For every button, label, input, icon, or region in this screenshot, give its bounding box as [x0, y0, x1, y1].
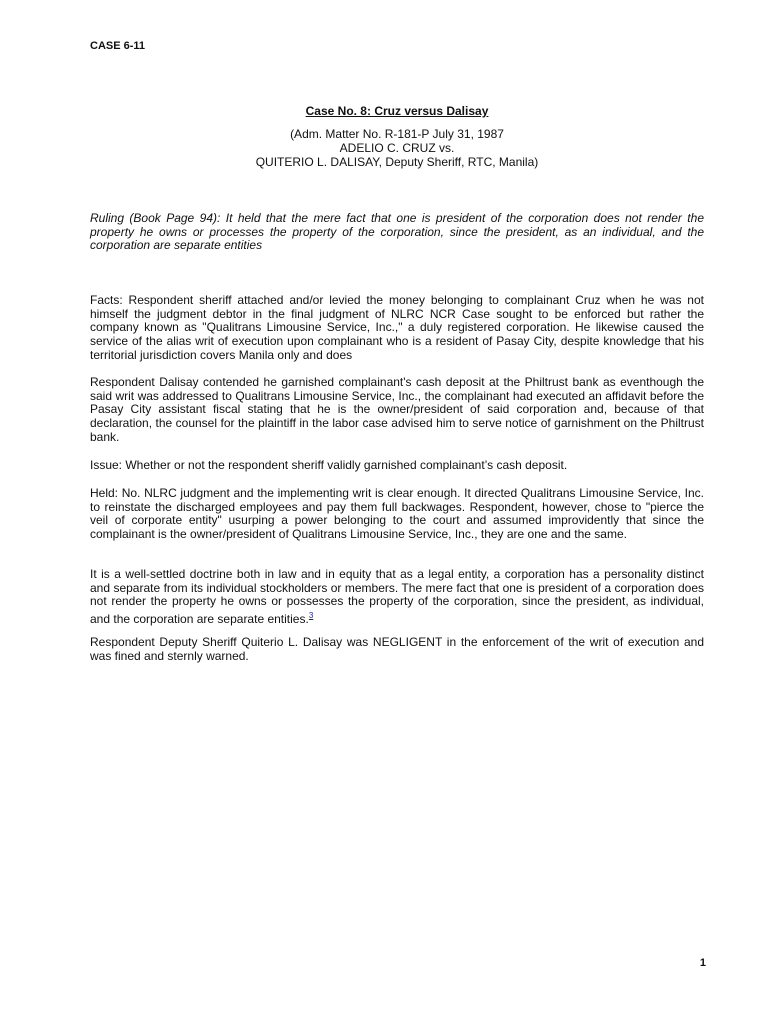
- case-label: CASE 6-11: [90, 40, 146, 52]
- citation-line-2: ADELIO C. CRUZ vs.: [339, 141, 455, 155]
- title-block: [90, 104, 704, 169]
- page-number: 1: [699, 957, 706, 969]
- issue-paragraph: Issue: Whether or not the respondent sheriff validly garnished complainant’s cash deposit.: [90, 458, 568, 472]
- facts-paragraph: Facts: Respondent sheriff attached and/or levied the money belonging to complainant Cruz when he was not himself the judgment debtor in the final judgment of NLRC NCR Case sought to be enforced but rather the company known as "Qualitrans Limousine Service, Inc.," a duly registered corporation. He likewise caused the service of the alias writ of execution upon complainant who is a resident of Pasay City, despite knowledge that his territorial jurisdiction covers Manila only and does: [90, 293, 704, 362]
- doctrine-paragraph: [90, 568, 704, 627]
- citation-line-1: (Adm. Matter No. R-181-P July 31, 1987: [290, 127, 504, 141]
- held-paragraph: Held: No. NLRC judgment and the implementing writ is clear enough. It directed Qualitrans Limousine Service, Inc. to reinstate the discharged employees and pay them full backwages. Respondent, however, chose to "pierce the veil of corporate entity" usurping a power belonging to the court and assumed improvidently that since the complainant is the owner/president of Qualitrans Limousine Service, Inc., they are one and the same.: [90, 486, 704, 542]
- conclusion-paragraph: Respondent Deputy Sheriff Quiterio L. Dalisay was NEGLIGENT in the enforcement of the writ of execution and was fined and sternly warned.: [90, 635, 704, 663]
- footnote-link[interactable]: 3: [308, 611, 314, 621]
- case-title: Case No. 8: Cruz versus Dalisay: [305, 104, 489, 118]
- citation-line-3: QUITERIO L. DALISAY, Deputy Sheriff, RTC, Manila): [255, 155, 539, 169]
- respondent-contention-paragraph: Respondent Dalisay contended he garnished complainant's cash deposit at the Philtrust bank as eventhough the said writ was addressed to Qualitrans Limousine Service, Inc., the complainant had executed an affidavit before the Pasay City assistant fiscal stating that he is the owner/president of said corporation and, because of that declaration, the counsel for the plaintiff in the labor case advised him to serve notice of garnishment on the Philtrust bank.: [90, 375, 704, 444]
- ruling-paragraph: Ruling (Book Page 94): It held that the mere fact that one is president of the corporation does not render the property he owns or processes the property of the corporation, since the president, as an individual, and the corporation are separate entities: [90, 211, 704, 253]
- doctrine-text: It is a well-settled doctrine both in law and in equity that as a legal entity, a corporation has a personality distinct and separate from its individual stockholders or members. The mere fact that one is president of a corporation does not render the property he owns or possesses the property of the corporation, since the president, as individual, and the corporation are separate entities.: [90, 567, 704, 627]
